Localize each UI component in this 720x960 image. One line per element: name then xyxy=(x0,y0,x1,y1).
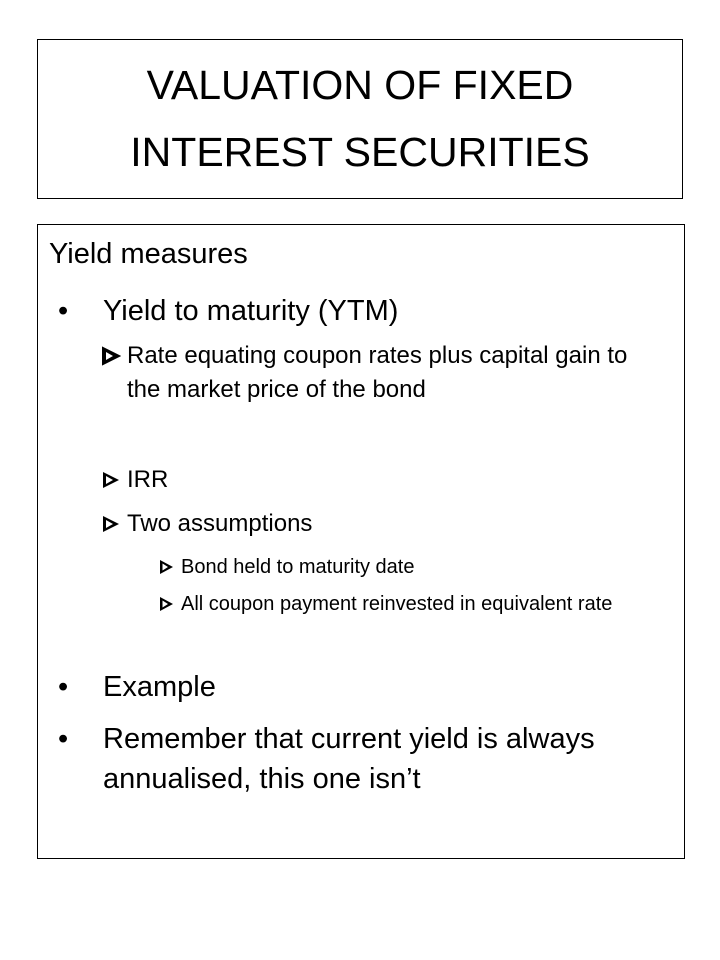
title-box xyxy=(37,39,683,199)
bullet-item xyxy=(58,667,663,707)
section-heading: Yield measures xyxy=(49,238,248,270)
sub-bullet-item xyxy=(101,507,637,541)
sub-bullet-text: IRR xyxy=(127,466,169,493)
bullet-icon: • xyxy=(58,723,69,755)
sub-sub-bullet-text: All coupon payment reinvested in equivalent rate xyxy=(181,593,613,615)
bullet-item xyxy=(58,719,663,799)
content-box xyxy=(37,224,685,859)
sub-bullet-item xyxy=(101,463,637,497)
sub-sub-bullet-item xyxy=(158,589,621,619)
sub-bullet-item xyxy=(101,339,637,407)
sub-sub-bullet-item xyxy=(158,552,621,582)
bullet-item xyxy=(58,291,663,331)
title-line-1: VALUATION OF FIXED xyxy=(146,62,574,108)
title-line-2: INTEREST SECURITIES xyxy=(130,129,590,175)
bullet-icon: • xyxy=(58,295,69,327)
bullet-text: Yield to maturity (YTM) xyxy=(103,295,399,327)
arrow-bullet-icon xyxy=(101,339,121,373)
bullet-text: Remember that current yield is always annualised, this one isn’t xyxy=(103,723,595,795)
arrow-bullet-icon xyxy=(158,589,175,619)
sub-bullet-text: Rate equating coupon rates plus capital gain to the market price of the bond xyxy=(127,342,628,403)
bullet-icon: • xyxy=(58,671,69,703)
sub-sub-bullet-text: Bond held to maturity date xyxy=(181,556,415,578)
arrow-bullet-icon xyxy=(101,507,121,541)
sub-bullet-text: Two assumptions xyxy=(127,510,313,537)
arrow-bullet-icon xyxy=(158,552,175,582)
slide-title xyxy=(130,52,589,186)
arrow-bullet-icon xyxy=(101,463,121,497)
bullet-text: Example xyxy=(103,671,216,703)
